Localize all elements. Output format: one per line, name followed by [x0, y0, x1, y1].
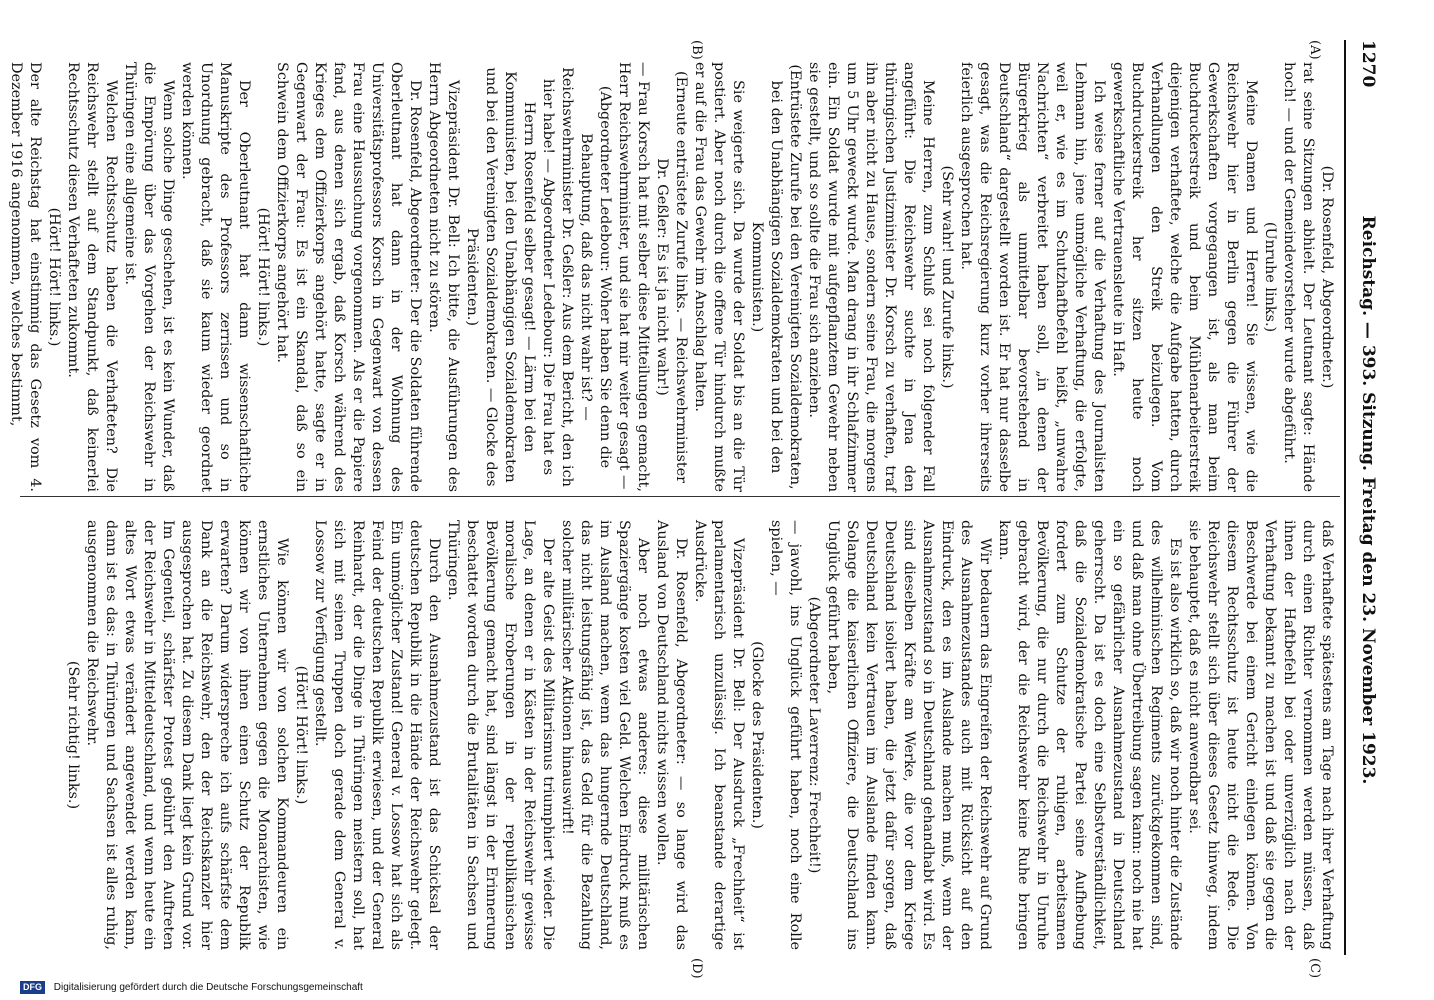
paragraph: Meine Herren, zum Schluß sei noch folgender Fall angeführt: Die Reichswehr suchte in Jena den thüringischen Justizminister Dr. Korsch zu verhaften, traf ihn aber nicht zu Hause, sondern seine Frau, die morgens um 5 Uhr geweckt wurde. Man drang in ihr Schlafzimmer ein. Ein Soldat wurde mit aufgepflanztem Gewehr neben sie gestellt, und so sollte die Frau sich anziehen.: [806, 62, 936, 492]
paragraph: Es ist also wirklich so, daß wir noch hinter die Zustände des wilhelminischen Regiments zurückgekommen sind, und daß man ohne Übertreibung sagen kann: noch nie hat ein so gefährlicher Ausnahmezustand in Deutschland geherrscht. Da ist es doch eine Selbstverständlichkeit, daß die Sozialdemokratische Partei seine Aufhebung fordert zum Schutze der ruhigen, arbeitsamen Bevölkerung, die nur durch die Reichswehr in Unruhe gebracht wird, der die Reichswehr keine Ruhe bringen kann.: [996, 520, 1183, 950]
paragraph: (Entrüstete Zurufe bei den Vereinigten Sozialdemokraten, bei den Unabhängigen Sozialdemokraten und bei den Kommunisten.): [749, 64, 803, 490]
paragraph: (Unruhe links.): [1262, 221, 1278, 333]
paragraph: Vizepräsident Dr. Bell: Ich bitte, die Ausführungen des Herrn Abgeordneten nicht zu stören.: [426, 62, 461, 492]
paragraph: Wie können wir von solchen Kommandeuren ein ernstliches Unternehmen gegen die Monarchisten, wie können wir von ihnen einen Schutz der Republik erwarten? Darum widerspreche ich aufs schärfste dem Dank an die Reichswehr, den der Reichskanzler hier ausgesprochen hat. Zu diesem Dank liegt kein Grund vor. Im Gegenteil, schärfster Protest gebührt den Auftreten der Reichswehr in Mitteldeutschland, und wenn heute ein altes Wort etwas verändert angewendet werden kann, dann ist es das: in Thüringen und Sachsen ist alles ruhig, ausgenommen die Reichswehr.: [84, 520, 290, 950]
paragraph: (Sehr wahr! und Zurufe links.): [939, 165, 955, 389]
digitization-credit: [20, 976, 1400, 1000]
paragraph: (Abgeordneter Ledebour: Woher haben Sie denn die Behauptung, daß das nicht wahr ist? — Reichswehrminister Dr. Geßler: Aus dem Bericht, den ich hier habe! — Abgeordneter Ledebour: Die Frau hat es Herrn Rosenfeld selber gesagt! — Lärm bei den Kommunisten, bei den Unabhängigen Sozialdemokraten und bei den Vereinigten Sozialdemokraten. — Glocke des Präsidenten.): [464, 67, 613, 487]
paragraph: Meine Damen und Herren! Sie wissen, wie die Reichswehr hier in Berlin gegen die Führer der Gewerkschaften vorgegangen ist, als man beim Buchdruckerstreik und beim Mühlenarbeiterstreik diejenigen verhaftete, welche die Aufgabe hatten, durch Verhandlungen den Streik beizulegen. Vom Buchdruckerstreik her sitzen heute noch gewerkschaftliche Vertrauensleute in Haft.: [1110, 62, 1259, 492]
paragraph: (Glocke des Präsidenten.): [749, 641, 765, 829]
page-number: 1270: [1358, 40, 1378, 88]
paragraph: Der alte Reichstag hat einstimmig das Gesetz vom 4. Dezember 1916 angenommen, welches bestimmt,: [8, 62, 43, 492]
margin-marker-a: (A): [1307, 40, 1322, 60]
margin-marker-d: (D): [689, 958, 704, 979]
paragraph: Wenn solche Dinge geschehen, ist es kein Wunder, daß die Empörung über das Vorgehen der Reichswehr in Thüringen eine allgemeine ist.: [122, 62, 176, 492]
paragraph: Vizepräsident Dr. Bell: Der Ausdruck „Frechheit“ ist parlamentarisch unzulässig. Ich beanstande derartige Ausdrücke.: [692, 520, 746, 950]
paragraph: Dr. Rosenfeld, Abgeordneter: — so lange wird das Ausland von Deutschland nichts wissen wollen.: [654, 520, 689, 950]
paragraph: rat seine Sitzungen abhielt. Der Leutnant sagte: Hände hoch! — und der Gemeindevorsteher wurde abgeführt.: [1281, 62, 1316, 492]
page-title: Reichstag. — 393. Sitzung. Freitag den 23. November 1923.: [1358, 215, 1378, 785]
paragraph: daß Verhaftete spätestens am Tage nach ihrer Verhaftung durch einen Richter vernommen werden müssen, daß ihnen der Haftbefehl bei oder unverzüglich nach der Verhaftung bekannt zu machen ist und daß sie gegen die Beschwerde bei einem Gericht einlegen können. Von diesem Rechtsschutz ist heute nicht die Rede. Die Reichswehr stellt sich über dieses Gesetz hinweg, indem sie behauptet, daß es nicht anwendbar sei.: [1186, 520, 1335, 950]
paragraph: (Hört! Hört! links.): [255, 207, 271, 347]
margin-marker-b: (B): [689, 40, 704, 60]
paragraph: Aber noch etwas anderes: diese militärischen Spaziergänge kosten viel Geld. Welchen Eindruck muß es im Ausland machen, wenn das hungernde Deutschland, das nicht leistungsfähig ist, das Geld für die Bezahlung solcher militärischer Aktionen hinauswirft!: [559, 520, 651, 950]
column-divider: [20, 496, 1340, 497]
header-rule: [1344, 40, 1346, 955]
paragraph: (Erneute entrüstete Zurufe links. — Reichswehrminister Dr. Geßler: Es ist ja nicht wahr!): [654, 70, 689, 484]
paragraph: (Dr. Rosenfeld, Abgeordneter.): [1319, 165, 1335, 389]
paragraph: Wir bedauern das Eingreifen der Reichswehr auf Grund des Ausnahmezustandes auch mit Rücksicht auf den Eindruck, den es im Auslande machen muß, wenn der Ausnahmezustand so in Deutschland gehandhabt wird. Es sind dieselben Kräfte am Werke, die vor dem Kriege Deutschland isoliert haben, die jetzt dafür sorgen, daß Deutschland kein Vertrauen im Auslande finden kann. Solange die kaiserlichen Offiziere, die Deutschland ins Unglück geführt haben,: [825, 520, 993, 950]
paragraph: (Hört! Hört! links.): [46, 207, 62, 347]
paragraph: Sie weigerte sich. Da wurde der Soldat bis an die Tür postiert. Aber noch durch die offene Tür hindurch mußte er auf die Frau das Gewehr im Anschlag halten.: [692, 62, 746, 492]
paragraph: Dr. Rosenfeld, Abgeordneter: Der die Soldaten führende Oberleutnant hat dann in der Wohnung des Universitätsprofessors Korsch in Gegenwart von dessen Frau eine Haussuchung vorgenommen. Als er die Papiere fand, aus denen sich ergab, daß Korsch während des Krieges dem Offizierkorps angehört hatte, sagte er in Gegenwart der Frau: Es ist ein Skandal, daß so ein Schwein dem Offizierkorps angehört hat.: [274, 62, 423, 492]
page-header: [1352, 40, 1378, 960]
dfg-logo: DFG: [20, 981, 45, 994]
margin-marker-c: (C): [1307, 958, 1322, 979]
paragraph: (Sehr richtig! links.): [65, 660, 81, 810]
paragraph: (Hört! Hört! links.): [293, 665, 309, 805]
paragraph: (Abgeordneter Laverrenz: Frechheit!): [806, 596, 822, 874]
credit-text: Digitalisierung gefördert durch die Deutsche Forschungsgemeinschaft: [53, 982, 363, 993]
left-text-column: [8, 62, 1336, 492]
paragraph: Welchen Rechtsschutz haben die Verhafteten? Die Reichswehr stellt auf dem Standpunkt, daß keinerlei Rechtsschutz diesen Verhafteten zukommt.: [65, 62, 119, 492]
paragraph: Der Oberleutnant hat dann wissenschaftliche Manuskripte des Professors zerrissen und so in Unordnung gebracht, daß sie kaum wieder geordnet werden können.: [179, 62, 252, 492]
paragraph: Durch den Ausnahmezustand ist das Schicksal der deutschen Republik in die Hände der Reichswehr gelegt. Ein unmöglicher Zustand! General v. Lossow hat sich als Feind der deutschen Republik erwiesen, und der General Reinhardt, der die Dinge in Thüringen meistern soll, hat sich mit seinen Truppen doch gerade dem General v. Lossow zur Verfügung gestellt.: [312, 520, 442, 950]
paragraph: Ich weise ferner auf die Verhaftung des Journalisten Lehmann hin, jene unmögliche Verhaftung, die erfolgte, weil er, wie es im Schutzhaftbefehl heißt, „unwahre Nachrichten“ verbreitet haben soll, „in denen der Bürgerkrieg als unmittelbar bevorstehend in Deutschland“ dargestellt worden ist. Er hat nur dasselbe gesagt, was die Reichsregierung kurz vorher ihrerseits feierlich ausgesprochen hat.: [958, 62, 1107, 492]
paragraph: Der alte Geist des Militarismus triumphiert wieder. Die Lage, an denen er in Kästen in der Reichswehr gewisse moralische Eroberungen in der republikanischen Bevölkerung gemacht hat, sind längst in der Erinnerung beschattet worden durch die Brutalitäten in Sachsen und Thüringen.: [445, 520, 556, 950]
right-text-column: [16, 520, 1336, 950]
paragraph: — jawohl, ins Unglück geführt haben, noch eine Rolle spielen, —: [768, 520, 803, 950]
paragraph: — Frau Korsch hat mit selber diese Mitteilungen gemacht, Herr Reichswehrminister, und sie hat mir weiter gesagt —: [616, 62, 651, 492]
